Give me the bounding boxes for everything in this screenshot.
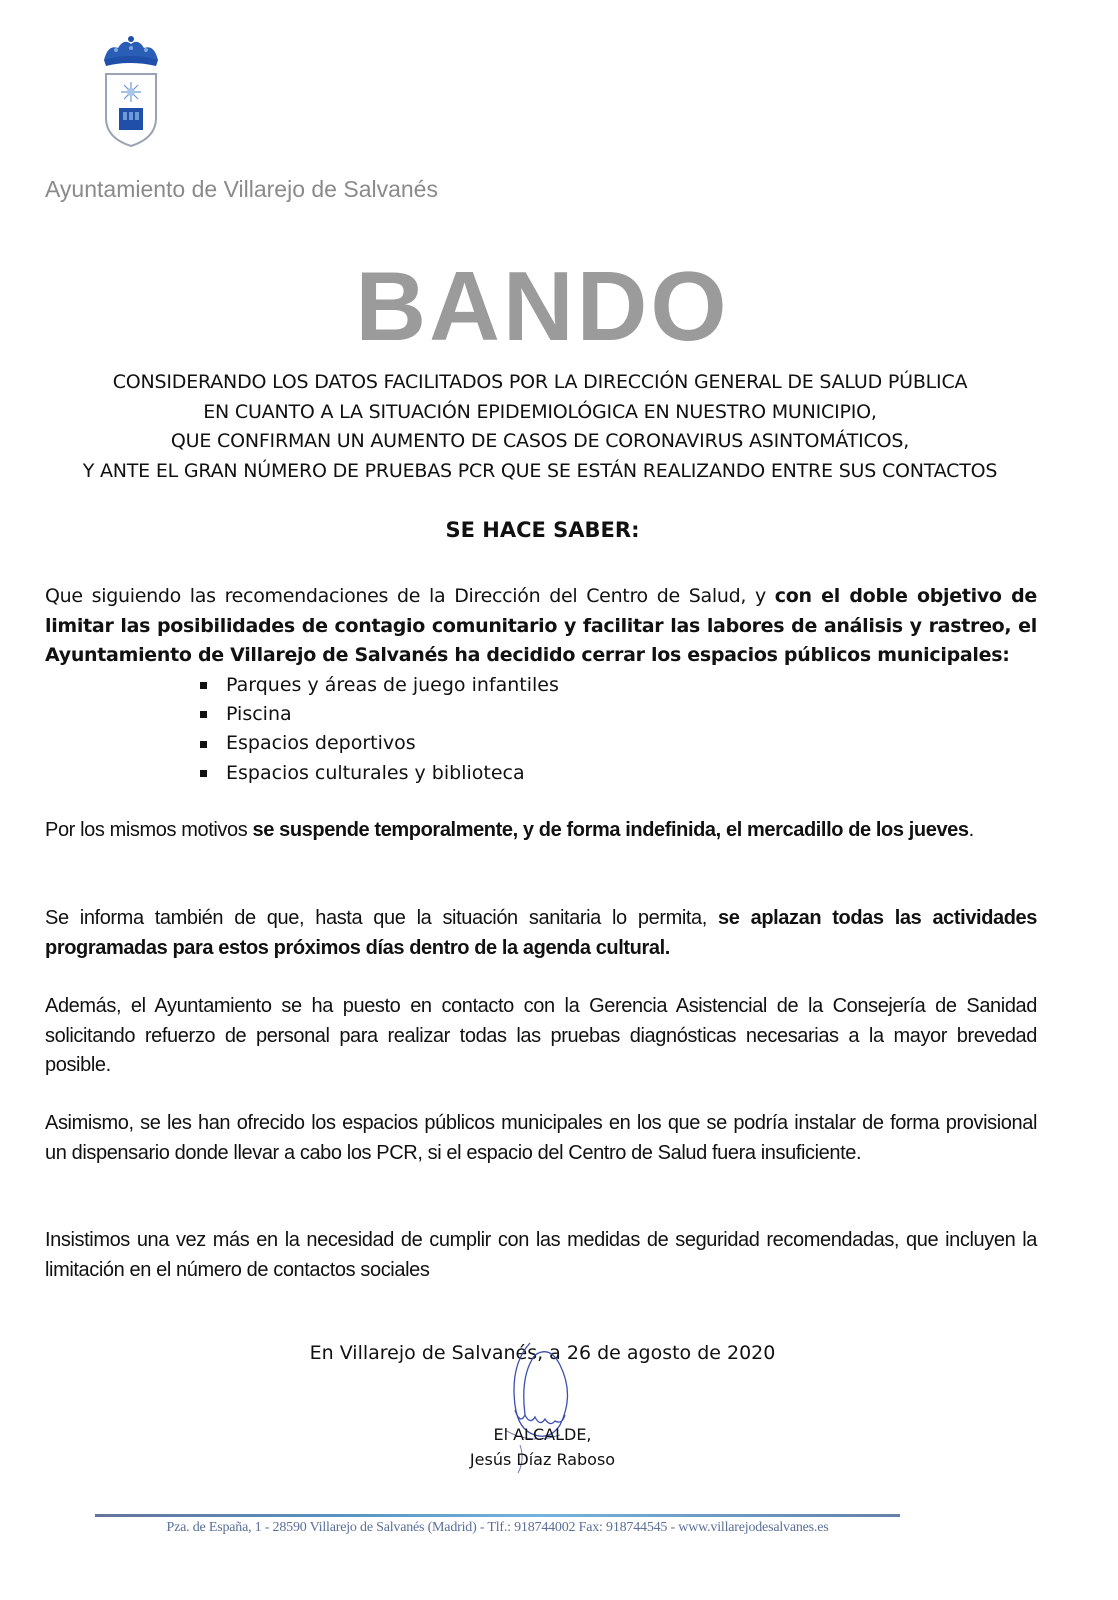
list-item: Espacios deportivos: [200, 729, 559, 758]
preamble-line: CONSIDERANDO LOS DATOS FACILITADOS POR LA DIRECCIÓN GENERAL DE SALUD PÚBLICA: [112, 371, 968, 393]
municipal-coat-of-arms-icon: [96, 30, 166, 150]
preamble: [20, 368, 1060, 486]
paragraph-safety: Insistimos una vez más en la necesidad de cumplir con las medidas de seguridad recomendadas, que incluyen la limitación en el número de contactos sociales: [45, 1229, 1037, 1281]
paragraph-market: Por los mismos motivos se suspende temporalmente, y de forma indefinida, el mercadillo de los jueves.: [45, 819, 974, 841]
signer-name: Jesús Díaz Raboso: [469, 1450, 616, 1469]
square-bullet-icon: [200, 711, 207, 718]
list-item: Espacios culturales y biblioteca: [200, 759, 559, 788]
announcement-heading: SE HACE SABER:: [445, 518, 640, 542]
preamble-line: Y ANTE EL GRAN NÚMERO DE PRUEBAS PCR QUE SE ESTÁN REALIZANDO ENTRE SUS CONTACTOS: [82, 459, 998, 482]
paragraph-health-staff: Además, el Ayuntamiento se ha puesto en contacto con la Gerencia Asistencial de la Consejería de Sanidad solicitando refuerzo de personal para realizar todas las pruebas diagnósticas necesarias a la mayor brevedad posible.: [45, 995, 1037, 1076]
signer-title: El ALCALDE,: [493, 1425, 592, 1444]
paragraph-dispensary: Asimismo, se les han ofrecido los espacios públicos municipales en los que se podría instalar de forma provisional un dispensario donde llevar a cabo los PCR, si el espacio del Centro de Salud fuera insuficiente.: [45, 1112, 1037, 1164]
square-bullet-icon: [200, 770, 207, 777]
organization-name: Ayuntamiento de Villarejo de Salvanés: [45, 176, 438, 202]
square-bullet-icon: [200, 682, 207, 689]
paragraph-bold-text: se suspende temporalmente, y de forma indefinida, el mercadillo de los jueves: [252, 819, 969, 841]
preamble-line: QUE CONFIRMAN UN AUMENTO DE CASOS DE CORONAVIRUS ASINTOMÁTICOS,: [170, 430, 910, 452]
square-bullet-icon: [200, 741, 207, 748]
paragraph-text: Que siguiendo las recomendaciones de la Dirección del Centro de Salud, y: [45, 585, 775, 607]
footer-address: Pza. de España, 1 - 28590 Villarejo de Salvanés (Madrid) - Tlf.: 918744002 Fax: 918744545 - www.villarejodesalvanes.es: [166, 1520, 829, 1535]
document-title: BANDO: [355, 251, 730, 361]
list-item: Parques y áreas de juego infantiles: [200, 671, 559, 700]
list-item: Piscina: [200, 700, 559, 729]
place-and-date: En Villarejo de Salvanés, a 26 de agosto de 2020: [309, 1342, 776, 1364]
paragraph-text: Se informa también de que, hasta que la situación sanitaria lo permita,: [45, 907, 719, 929]
preamble-line: EN CUANTO A LA SITUACIÓN EPIDEMIOLÓGICA EN NUESTRO MUNICIPIO,: [203, 400, 877, 423]
footer-divider: [95, 1514, 900, 1517]
closed-spaces-list: [200, 671, 559, 788]
paragraph-bold-text: se aplazan todas las actividades programadas para estos próximos días dentro de la agenda cultural.: [45, 907, 1037, 959]
paragraph-text: Por los mismos motivos: [45, 819, 253, 841]
paragraph-bold-text: con el doble objetivo de limitar las posibilidades de contagio comunitario y facilitar las labores de análisis y rastreo, el Ayuntamiento de Villarejo de Salvanés ha decidido cerrar los espacios públicos municipales:: [45, 585, 1037, 666]
paragraph-activities: [45, 904, 1037, 963]
paragraph-closures: [45, 582, 1037, 671]
